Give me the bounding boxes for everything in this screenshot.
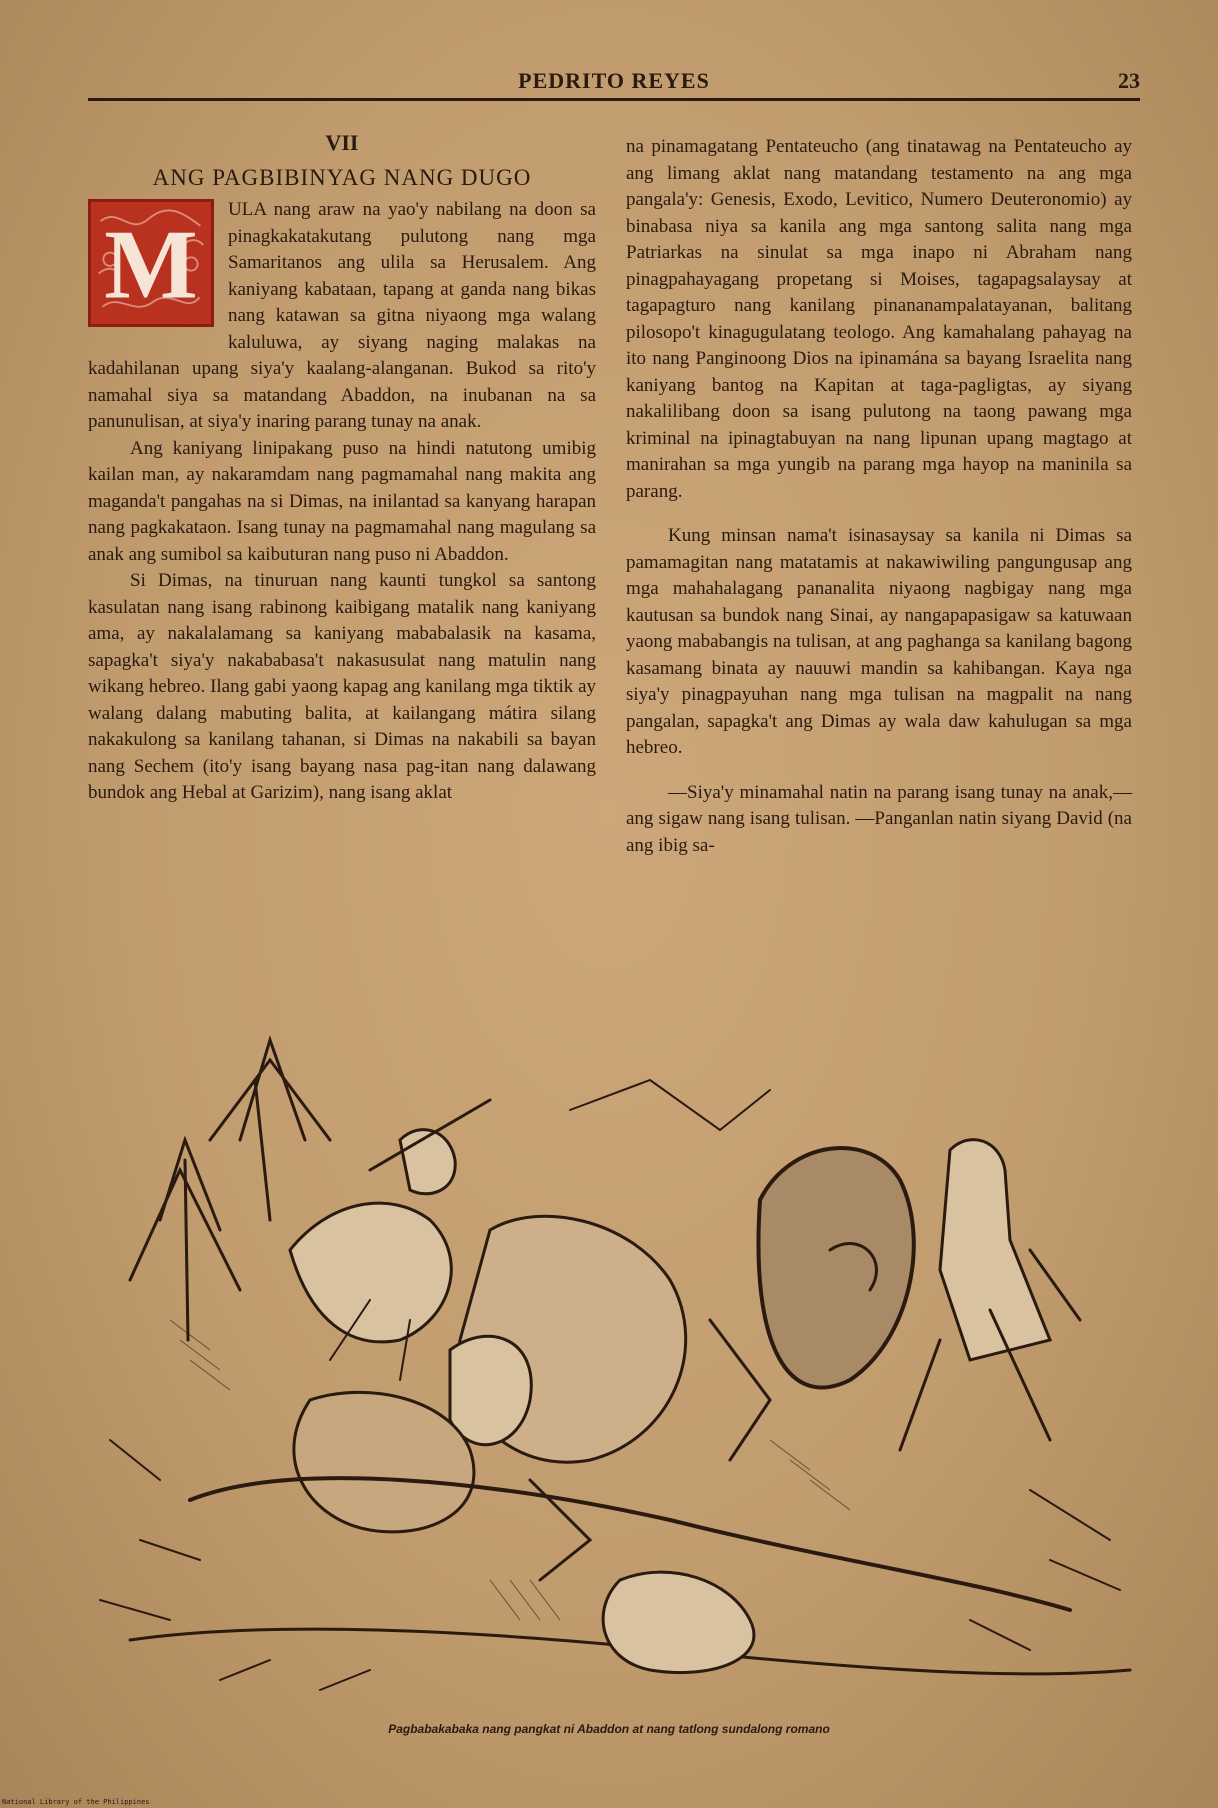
page-header: [88, 62, 1140, 108]
chapter-title: ANG PAGBIBINYAG NANG DUGO: [152, 164, 532, 190]
right-column: [626, 134, 1132, 859]
header-rule: [88, 98, 1140, 101]
paragraph-6: —Siya'y minamahal natin na parang isang tunay na anak,—ang sigaw nang isang tulisan. —Panganlan natin siyang David (na ang ibig sa-: [626, 781, 1132, 856]
left-column: [88, 130, 596, 807]
chapter-number: VII: [325, 130, 359, 155]
paragraph-4: na pinamagatang Pentateucho (ang tinatawag na Pentateucho ay ang limang aklat nang matandang testamento na ang mga pangala'y: Genesis, Exodo, Levitico, Numero Deuteronomio) ay binabasa niya sa kanila ang mga santong salita nang mga Patriarkas na sinulat sa mga inapo ni Abraham nang pinagpahayagang propetang si Moises, tagapagsalaysay at tagapagturo nang kanilang pinananampalatayanan, balitang pilosopo't kinagugulatang teologo. Ang kamahalang pahayag na ito nang Panginoong Dios na ipinamána sa bayang Israelita nang kaniyang bantog na Kapitan at taga-pagligtas, ay siyang nakalilibang doon sa isang pulutong na taong pawang mga kriminal na ipinagtabuyan na nang lipunan upang magtago at manirahan sa mga yungib na parang mga hayop na maninila sa parang.: [626, 136, 1132, 502]
ornamental-m-icon: [91, 202, 211, 324]
dropcap-initial: [88, 199, 214, 327]
paragraph-3: Si Dimas, na tinuruan nang kaunti tungkol sa santong kasulatan nang isang rabinong kaibigang matalik nang kaniyang ama, ay nakalalamang sa kaniyang mababalasik na kasama, sapagka't siya'y nakababasa't nakasusulat nang matulin nang wikang hebreo. Ilang gabi yaong kapag ang kanilang mga tiktik ay walang dalang mabuting balita, at kailangang mátira silang nakakulong sa kanilang tahanan, si Dimas na nakabili sa bayan nang Sechem (ito'y isang bayang nasa pag-itan nang dalawang bundok ang Hebal at Garizim), nang isang aklat: [88, 570, 596, 803]
paragraph-1: ULA nang araw na yao'y nabilang na doon sa pinagkakatakutang pulutong nang mga Samaritanos ang ulila sa Herusalem. Ang kaniyang kabataan, tapang at ganda nang bikas nang katawan sa gitna niyaong mga walang kaluluwa, ay siyang naging malakas na kadahilanan upang siya'y kaalang-alanganan. Bukod sa rito'y namahal siya sa matandang Abaddon, na inubanan na sa panunulisan, at siya'y inaring parang tunay na anak.: [88, 199, 596, 432]
battle-scene-image: [70, 1020, 1162, 1710]
battle-illustration: [70, 1020, 1162, 1710]
illustration-caption: Pagbabakabaka nang pangkat ni Abaddon at nang tatlong sundalong romano: [388, 1722, 830, 1736]
paragraph-2: Ang kaniyang linipakang puso na hindi natutong umibig kailan man, ay nakaramdam nang pagmamahal nang makita ang maganda't pangahas na si Dimas, na inilantad sa kanyang harapan nang pagkakataon. Isang tunay na pagmamahal nang magulang sa anak ang sumibol sa kaibuturan nang puso ni Abaddon.: [88, 437, 596, 565]
paragraph-5: Kung minsan nama't isinasaysay sa kanila ni Dimas sa pamamagitan nang matatamis at nakawiwiling pangungusap ang mga mahahalagang pananalita niyaong nagbigay nang mga kautusan sa bundok nang Sinai, ay nangapapasigaw sa katuwaan yaong mababangis na tulisan, at ang paghanga sa kanilang bagong kasamang binata ay nauuwi mandin sa kahibangan. Kaya nga siya'y pinagpayuhan nang mga tulisan na magpalit na nang pangalan, sapagka't ang Dimas ay wala daw kahulugan sa mga hebreo.: [626, 525, 1132, 758]
library-watermark: National Library of the Philippines: [2, 1798, 150, 1806]
page-number: 23: [1118, 68, 1140, 93]
dropcap-letter: M: [104, 210, 198, 320]
running-head: PEDRITO REYES: [518, 68, 710, 93]
